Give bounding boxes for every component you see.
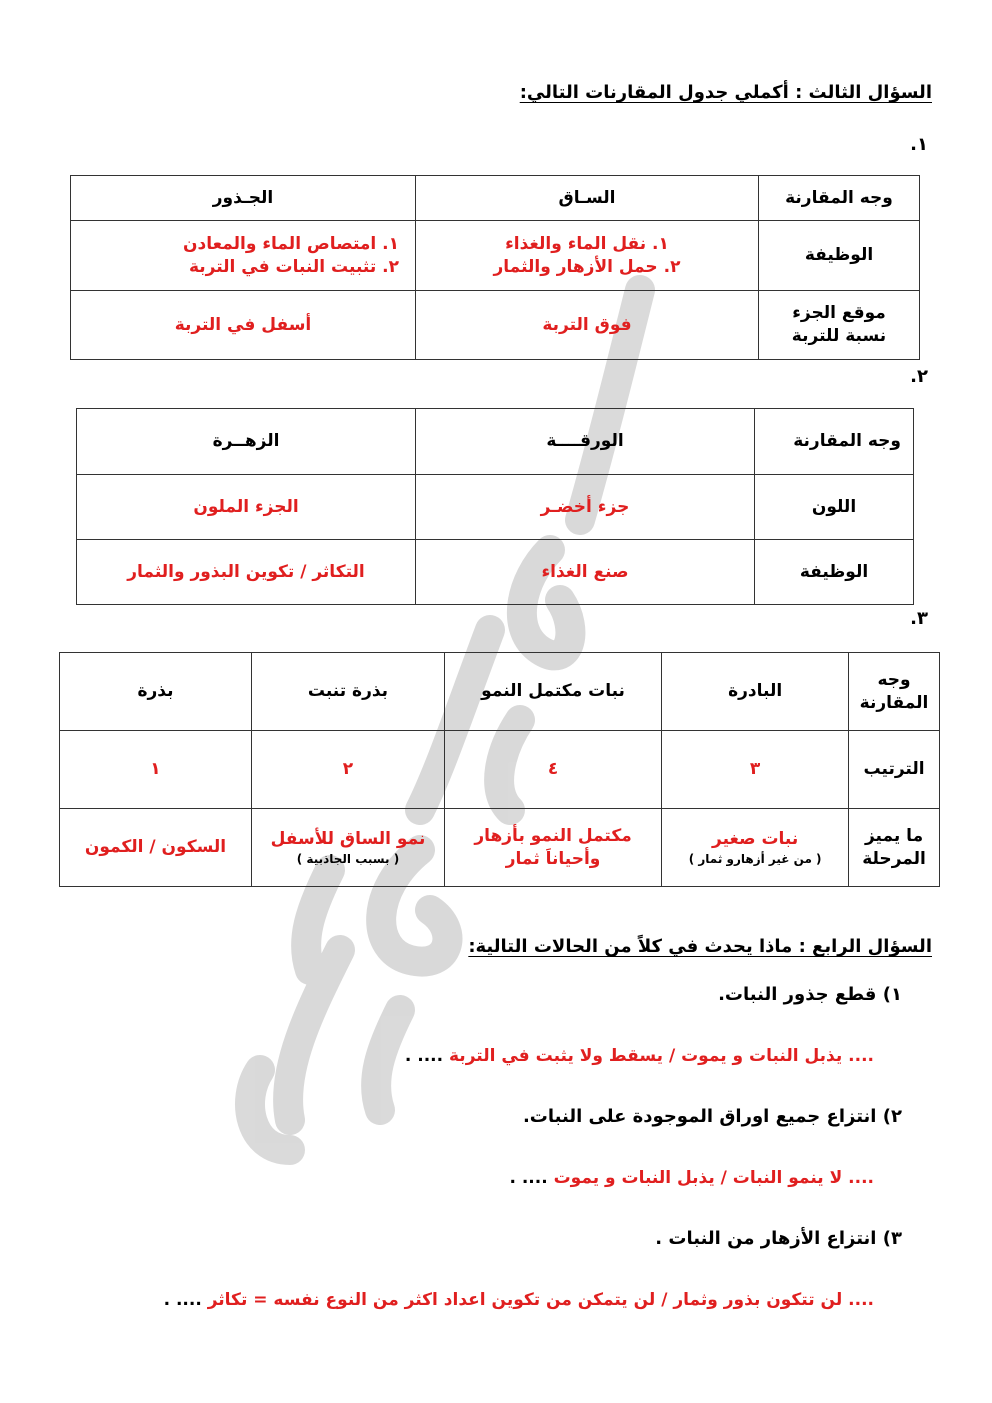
table-1-row-location-label <box>759 291 920 360</box>
answer-trail-dots: .... . <box>163 1290 202 1310</box>
question-4-item-2 <box>523 1106 902 1127</box>
feature-main: نمو الساق للأسفل <box>270 828 426 849</box>
answer-1 <box>405 1046 874 1066</box>
question-4-item-3 <box>655 1228 902 1249</box>
table-3 <box>59 652 940 887</box>
item-question: انتزاع الأزهار من النبات . <box>655 1228 877 1249</box>
list-item: ٢. تثبيت النبات في التربة <box>188 256 399 277</box>
feature-note: ( بسبب الجاذبية ) <box>296 851 400 866</box>
answer-text: يذبل النبات و يموت / يسقط ولا يثبت في التربة <box>449 1046 843 1066</box>
table-2-leaf-function: صنع الغذاء <box>416 540 755 605</box>
item-question: انتزاع جميع اوراق الموجودة على النبات. <box>522 1106 877 1127</box>
table-2-leaf-color: جزء أخضـر <box>416 475 755 540</box>
list-item: ١. نقل الماء والغذاء <box>505 233 669 254</box>
table-3-order-mature-plant: ٤ <box>444 731 661 809</box>
label-line: المرحلة <box>862 848 926 869</box>
answer-lead-dots: .... <box>848 1290 874 1310</box>
table-1-stem-function <box>416 221 759 291</box>
label-line: نسبة للتربة <box>791 326 887 346</box>
table-1-number: ١. <box>910 134 928 155</box>
table-2-row-function-label: الوظيفة <box>755 540 914 605</box>
table-3-header-mature-plant: نبات مكتمل النمو <box>444 653 661 731</box>
feature-note: ( من غير أزهارو ثمار ) <box>688 851 822 866</box>
answer-trail-dots: .... . <box>509 1168 548 1188</box>
table-2-flower-function: التكاثر / تكوين البذور والثمار <box>77 540 416 605</box>
answer-2 <box>509 1168 874 1188</box>
table-2-header-flower: الزهــرة <box>77 409 416 475</box>
table-1-row-function-label: الوظيفة <box>759 221 920 291</box>
table-3-order-seedling: ٣ <box>662 731 849 809</box>
item-number: ١) <box>882 984 902 1005</box>
table-3-feature-mature-plant <box>444 809 661 887</box>
feature-main: مكتمل النمو بأزهار <box>474 825 632 846</box>
table-2-flower-color: الجزء الملون <box>77 475 416 540</box>
table-2-number: ٢. <box>910 366 928 387</box>
list-item: ١. امتصاص الماء والمعادن <box>183 233 399 254</box>
answer-trail-dots: .... . <box>404 1046 444 1066</box>
feature-main: وأحياناَ ثمار <box>505 848 601 869</box>
table-row <box>71 221 920 291</box>
table-row <box>71 291 920 360</box>
table-1-header-stem: السـاق <box>416 176 759 221</box>
answer-lead-dots: .... <box>848 1168 874 1188</box>
table-1 <box>70 175 920 360</box>
table-row <box>60 809 940 887</box>
table-3-feature-seed: السكون / الكمون <box>60 809 252 887</box>
table-2-header-leaf: الورقــــة <box>416 409 755 475</box>
table-3-features-label <box>849 809 940 887</box>
table-3-order-seed: ١ <box>60 731 252 809</box>
item-number: ٢) <box>882 1106 902 1127</box>
question-4-title: السؤال الرابع : ماذا يحدث في كلاً من الحالات التالية: <box>468 936 932 957</box>
table-row <box>60 653 940 731</box>
item-number: ٣) <box>882 1228 902 1249</box>
item-question: قطع جذور النبات. <box>718 984 877 1005</box>
table-row <box>71 176 920 221</box>
answer-text: لا ينمو النبات / يذبل النبات و يموت <box>553 1168 843 1188</box>
table-1-roots-function <box>71 221 416 291</box>
table-2-row-color-label: اللون <box>755 475 914 540</box>
table-2 <box>76 408 914 605</box>
answer-text: لن تتكون بذور وثمار / لن يتمكن من تكوين اعداد اكثر من النوع نفسه = تكاثر <box>207 1290 843 1310</box>
table-3-header-germinating-seed: بذرة تنبت <box>251 653 444 731</box>
list-item: ٢. حمل الأزهار والثمار <box>493 256 681 277</box>
table-1-header-aspect: وجه المقارنة <box>759 176 920 221</box>
table-1-roots-location: أسفل في التربة <box>71 291 416 360</box>
table-3-order-germinating-seed: ٢ <box>251 731 444 809</box>
table-3-header-seed: بذرة <box>60 653 252 731</box>
table-3-number: ٣. <box>910 608 928 629</box>
answer-lead-dots: .... <box>848 1046 874 1066</box>
table-1-header-roots: الجـذور <box>71 176 416 221</box>
feature-main: نبات صغير <box>712 828 799 849</box>
question-4-item-1 <box>718 984 902 1005</box>
question-3-title: السؤال الثالث : أكملي جدول المقارنات التالي: <box>519 82 932 103</box>
answer-3 <box>164 1290 874 1310</box>
label-line: موقع الجزء <box>792 303 886 324</box>
label-line: ما يميز <box>864 825 924 846</box>
table-row <box>77 409 914 475</box>
table-row <box>77 540 914 605</box>
table-3-feature-germinating-seed <box>251 809 444 887</box>
table-3-feature-seedling <box>662 809 849 887</box>
table-row <box>60 731 940 809</box>
table-1-stem-location: فوق التربة <box>416 291 759 360</box>
table-2-header-aspect: وجه المقارنة <box>755 409 914 475</box>
table-3-header-seedling: البادرة <box>662 653 849 731</box>
table-3-header-aspect: وجه المقارنة <box>849 653 940 731</box>
table-3-order-label: الترتيب <box>849 731 940 809</box>
table-row <box>77 475 914 540</box>
